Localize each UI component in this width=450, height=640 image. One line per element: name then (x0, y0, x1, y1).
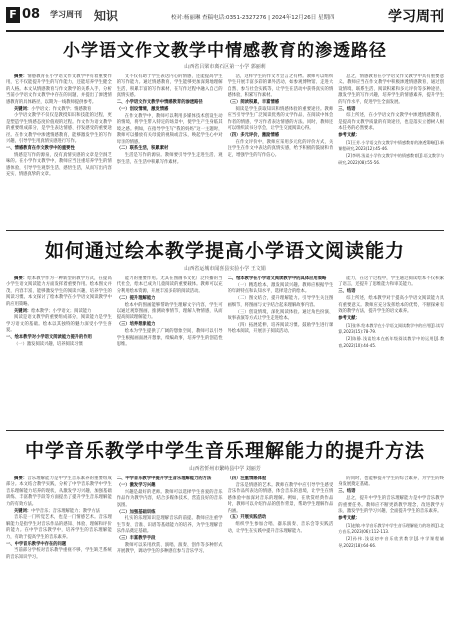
article-title: 小学语文作文教学中情感教育的渗透路径 (63, 41, 387, 61)
body-paragraph: 阅读是学生获取知识和情感体验的重要途径。教师应当引导学生广泛阅读优秀的文学作品，在阅读中体会作者的情感，学习作者表达情感的方法。同时，教师还可以组织读书分享会，让学生交流阅读心得。 (227, 107, 334, 132)
masthead-title: 学习周刊 (388, 9, 444, 25)
abstract-label: 关键词： (14, 508, 32, 514)
body-paragraph: 情感是写作的源泉，没有真情实感的文章是空洞乏味的。在小学作文教学中，教师应当注重培养学生的情感体验，引导学生观察生活、感悟生活，从而写出内容充实、情感真挚的文章。 (6, 152, 112, 178)
section-heading: 二、小学语文作文教学中情感教育的渗透路径 (116, 100, 203, 106)
section-heading: 三、结语 (338, 106, 356, 112)
abstract-label: 关键词： (14, 106, 32, 112)
text-column (228, 74, 334, 234)
reference-item: [2]孙伟.浅谈初中音乐欣赏教学[J].中学课程辅导,2022(18):64-66. (338, 536, 444, 548)
text-column (228, 276, 334, 441)
paper-name: 学习周刊 (50, 9, 82, 19)
section-heading: 参考文献： (338, 315, 360, 321)
abstract-label: 关键词： (14, 308, 32, 314)
article-body (6, 74, 444, 234)
reference-item: [1]赵敏.中学音乐教学中学生音乐理解能力的培养[J].北方音乐,2023(06):112-113. (338, 522, 444, 535)
abstract-text: 音乐理解能力是中学生音乐素养的重要组成部分。本文结合教学实践，分析了中学音乐教学中学生音乐理解能力培养的现状，从激发学习兴趣、加强基础训练、丰富教学手段等方面提出了提升学生音乐理解能力的有效方法。 (6, 476, 112, 507)
body-paragraph: 小学语文教学不仅仅是教授知识和技能的过程，更是塑造学生情感态度价值观的过程。作文作为语文教学的重要组成部分，是学生表达情感、抒发感受的重要途径。在作文教学中渗透情感教育，能够激发学生的写作兴趣，引导学生用真情实感进行写作。 (6, 113, 112, 145)
text-column (117, 276, 223, 441)
section-heading: （二）加强基础训练 (116, 509, 156, 515)
text-column (6, 74, 112, 234)
body-paragraph: 兴趣是最好的老师。教师可以选择学生喜爱的音乐作品作为教学内容，结合多媒体技术，营造良好的音乐氛围。 (116, 489, 223, 508)
abstract-text: 中学音乐；音乐理解能力；教学方法 (31, 508, 100, 514)
article-byline: 山西省忻州市繁峙县中学 刘丽芳 (189, 466, 261, 472)
text-column (338, 476, 444, 640)
abstract-label: 摘要： (14, 476, 28, 481)
section-heading: 二、中学音乐教学中提升学生音乐理解能力的方法 (116, 476, 212, 481)
abstract-label: 摘要： (14, 276, 28, 281)
article-byline: 山西省吕梁市离石区第一小学 郭丽莉 (184, 64, 266, 70)
section-heading: （五）开展实践活动 (227, 515, 267, 521)
reference-item: [2]陈静.浅谈绘本在低年级阅读教学中的运用[J].教育,2022(10):44-45. (338, 336, 444, 348)
abstract-paragraph (6, 509, 112, 515)
section-heading: 三、结语 (338, 489, 356, 495)
body-paragraph: 能力，在这个过程中，学生通过阅读绘本不仅积累了语言，还提升了思维能力和审美能力。 (338, 276, 444, 288)
section-heading: （三）培养想象能力 (116, 322, 156, 328)
section-heading: 参考文献： (338, 133, 360, 139)
body-paragraph: 在作文教学中，教师可以利用多媒体技术创设生动的情境，将学生带入特定的场景中，使学生产生身临其境之感。例如，在指导学生写“我的妈妈”这一主题时，教师可以播放有关母爱的视频或音乐，唤起学生心中对母亲的情感。 (116, 113, 223, 145)
section-heading: （三）阅读积累，丰富情感 (227, 100, 280, 106)
text-column (117, 74, 223, 234)
abstract-paragraph (6, 276, 112, 308)
abstract-text: 绘本教学；小学语文；阅读能力 (31, 308, 92, 314)
abstract-label: 摘要： (14, 74, 28, 79)
article-body (6, 476, 444, 640)
text-column (6, 276, 112, 441)
article-title: 中学音乐教学中学生音乐理解能力的提升方法 (24, 440, 425, 462)
body-paragraph: 总之，情感教育在小学语文作文教学中具有重要意义。教师应当在作文教学中积极渗透情感教育，通过创设情境、联系生活、阅读积累和多元评价等多种途径，激发学生的写作兴趣，培养学生的情感素养，提升学生的写作水平，促进学生全面发展。 (338, 74, 444, 105)
page-header (6, 4, 444, 32)
body-paragraph: （二）图文结合，提升理解能力。引导学生关注图画细节，将图画与文字结合起来理解故事内容。 (227, 296, 334, 308)
abstract-paragraph (6, 74, 112, 106)
body-paragraph: 的同时，也能够提升学生的综合素养，为学生的终身发展奠定基础。 (338, 476, 444, 488)
abstract-text: 小学语文；作文教学；情感教育 (31, 106, 92, 112)
section-heading: （一）激发学习兴趣 (116, 482, 156, 488)
section-heading: （一）创设情境，激发情感 (116, 107, 169, 113)
body-paragraph: 能力的重要作用。尤其在图画书文化广泛传播的当代社会，绘本已成为儿童阅读的重要载体。教师可以充分利用绘本资源，开展丰富多彩的阅读活动。 (116, 276, 223, 294)
article-byline: 山西省运城市闻喜县实验小学 王文娟 (184, 266, 266, 272)
body-paragraph: （一）精选绘本，激发阅读兴趣。教师应根据学生的年龄特点和认知水平，选择适合的绘本。 (227, 282, 334, 295)
section-divider (6, 430, 444, 431)
text-column (338, 276, 444, 441)
article-2 (6, 236, 444, 426)
header-meta: 校对:杨丽琳 查稿电话:0351-2327276 | 2024年12月26日 星期四 (171, 15, 335, 21)
section-heading: （二）联系生活，积累素材 (116, 146, 169, 152)
text-column (6, 476, 112, 640)
body-paragraph: 音乐是情感的艺术。教师在教学中应引导学生感受音乐作品所表达的情感，体会音乐的意境，让学生在情感体验中加深对音乐的理解。例如，在欣赏经典作品时，教师可以介绍作品的创作背景，帮助学生理解作品内涵。 (227, 482, 334, 514)
section-heading: 一、情感教育在作文教学中的重要性 (6, 145, 75, 151)
reference-item: [1]张华.绘本教学在小学语文阅读教学中的应用[J].读写算,2023(15):78-79. (338, 322, 444, 335)
body-paragraph: 总之，提升中学生的音乐理解能力是中学音乐教学的重要任务。教师应不断更新教学理念，改进教学方法，激发学生的学习兴趣，全面提升学生的音乐素养。 (338, 496, 444, 515)
body-paragraph: 音乐是一门听觉艺术，也是一门情感艺术。音乐理解能力是指学生对音乐作品的感知、体验、理解和评价的能力。在中学音乐教学中，培养学生的音乐理解能力，有助于提高学生的音乐素养。 (6, 515, 112, 540)
body-paragraph: 在作文评价中，教师应采用多元化的评价方式，关注学生在作文中表达的真情实感，给予积极的鼓励和肯定，增强学生的写作信心。 (227, 140, 334, 158)
section-heading: 二、绘本教学在小学语文阅读教学中的具体应用策略 (227, 276, 327, 281)
section-heading: 三、结语 (338, 289, 356, 295)
section-heading: （二）提升理解能力 (116, 295, 156, 301)
body-paragraph: 综上所述，在小学语文作文教学中渗透情感教育，是提高作文教学质量的有效途径，也是落实立德树人根本任务的必然要求。 (338, 113, 444, 132)
body-paragraph: 文不仅有助于学生表达内心的情感，还能提高学生的写作能力。通过情感教育，学生能够更加深刻地理解生活，积累丰富的写作素材，在写作过程中融入自己的真情实感。 (116, 74, 223, 99)
article-1 (6, 36, 444, 226)
text-column (338, 74, 444, 234)
text-column (228, 476, 334, 640)
article-3 (6, 436, 444, 636)
section-heading: 一、绘本教学对小学语文阅读能力提升的作用 (6, 335, 92, 341)
body-paragraph: （四）拓展延伸，培养阅读习惯。鼓励学生进行课外绘本阅读，开展亲子阅读活动。 (227, 322, 334, 335)
section-heading: 一、中学音乐教学中存在的问题 (6, 541, 67, 547)
body-paragraph: （三）创设情境，深化阅读体验。通过角色扮演、故事表演等方式让学生走进绘本。 (227, 309, 334, 321)
body-paragraph: 组织学生参加合唱、器乐演奏、音乐会等实践活动，让学生在实践中提升音乐理解能力。 (227, 522, 334, 534)
reference-item: [2]李明.浅谈小学作文教学中的情感教育[J].语文教学与研究,2022(08):55-56. (338, 153, 444, 165)
abstract-text: 绘本教学作为一种新型的教学方式，在提高小学生语文阅读能力方面发挥着重要作用。绘本图文并茂，内容丰富，能够激发学生的阅读兴趣，培养学生的阅读习惯。本文探讨了绘本教学在小学语文阅读教学中的应用策略。 (6, 276, 112, 307)
abstract-text: 情感教育在小学语文作文教学中有着重要作用，它不仅能提升学生的写作能力，还能培养学生健全的人格。本文从情感教育与作文教学的关系入手，分析当前小学语文作文教学中存在的问题，并提出了渗透情感教育的具体路径，以期为一线教师提供参考。 (6, 74, 112, 105)
article-title: 如何通过绘本教学提高小学语文阅读能力 (44, 240, 405, 262)
abstract-paragraph (6, 107, 112, 113)
body-paragraph: （一）激发阅读兴趣，培养阅读习惯 (14, 342, 83, 348)
page-letter: F (6, 7, 20, 23)
reference-item: [1]王芳.小学语文作文教学中情感教育的渗透策略[J].新课程研究,2023(12):45-46. (338, 140, 444, 152)
body-paragraph: 扎实的乐理知识是理解音乐的前提。教师应注重学生节奏、音准、识谱等基础能力的培养，为学生理解音乐作品奠定基础。 (116, 516, 223, 535)
body-paragraph: 生活是写作的源泉。教师要引导学生走进生活、观察生活，在生活中积累写作素材。 (116, 153, 223, 165)
section-divider (6, 230, 444, 231)
body-paragraph: 活，这样学生的作文才会言之有物。教师可以组织学生开展丰富多彩的课外活动，如参观博物馆、走进大自然、参与社会实践等，让学生在活动中获得真实的情感体验，积累写作素材。 (227, 74, 334, 99)
body-paragraph: 绘本为学生提供了广阔的想象空间，教师可以引导学生根据画面展开想象，续编故事，培养学生的创造性思维。 (116, 329, 223, 348)
body-paragraph: 当前部分学校对音乐教学重视不够，学生缺乏系统的音乐知识学习。 (6, 548, 112, 560)
article-body (6, 276, 444, 441)
body-paragraph: 综上所述，绘本教学对于提高小学语文阅读能力具有重要意义。教师应充分发挥绘本的优势，不断探索有效的教学方法，提升学生的语文素养。 (338, 296, 444, 315)
section-heading: （四）多元评价，激励情感 (227, 133, 280, 139)
text-column (117, 476, 223, 640)
abstract-paragraph (6, 476, 112, 508)
section-heading: （三）丰富教学手段 (116, 536, 156, 542)
section-heading: 参考文献： (338, 515, 360, 521)
body-paragraph: 阅读是语文教学的重要组成部分，阅读能力是学生学习语文的基础。绘本以其独特的魅力深受小学生喜爱。 (6, 315, 112, 334)
column-name: 知识 (94, 9, 119, 23)
abstract-paragraph (6, 309, 112, 315)
body-paragraph: 绘本中的图画能够帮助学生理解文字内容，学生可以通过观察图画，推测故事情节，理解人物情感，从而提高阅读理解能力。 (116, 302, 223, 321)
section-heading: （四）注重情感体验 (227, 476, 267, 481)
page-number: 08 (22, 7, 41, 22)
body-paragraph: 教师可以采用欣赏、演唱、演奏、创作等多种形式开展教学，调动学生的多种感官参与音乐学习。 (116, 543, 223, 555)
